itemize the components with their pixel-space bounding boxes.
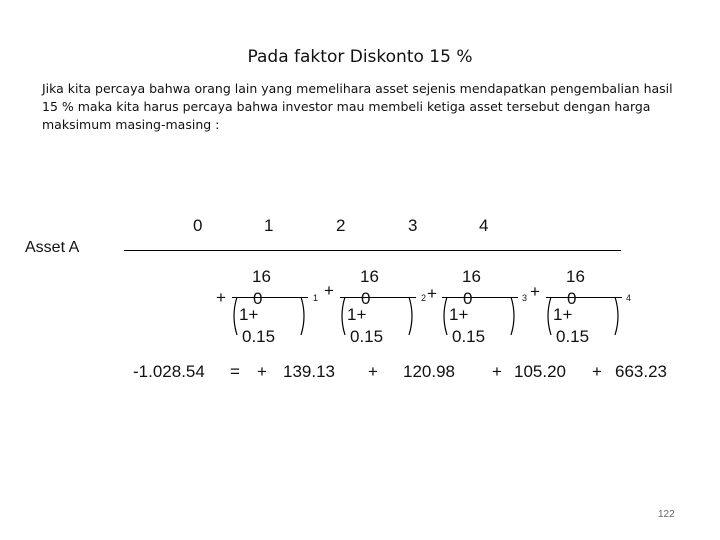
fraction-bar <box>340 297 416 298</box>
plus-sign: + <box>427 284 437 303</box>
right-paren-icon <box>300 296 308 336</box>
discounted-value-1: 139.13 <box>283 362 335 381</box>
left-paren-icon <box>544 296 552 336</box>
slide-paragraph: Jika kita percaya bahwa orang lain yang memelihara asset sejenis mendapatkan pengembalian hasil 15 % maka kita harus percaya bahwa investor mau membeli ketiga asset tersebut dengan harga maksimum masing-masing : <box>42 81 673 132</box>
plus-sign: + <box>368 362 378 381</box>
discounted-value-2: 120.98 <box>403 362 455 381</box>
numerator-bottom: 0 <box>567 289 577 308</box>
period-4: 4 <box>479 216 489 235</box>
period-3: 3 <box>408 216 418 235</box>
page-number: 122 <box>658 509 675 520</box>
slide-title: Pada faktor Diskonto 15 % <box>247 47 473 67</box>
numerator-top: 16 <box>462 267 481 286</box>
denominator-top: 1+ <box>239 305 259 324</box>
plus-sign: + <box>257 362 267 381</box>
plus-sign: + <box>592 362 602 381</box>
right-paren-icon <box>614 296 622 336</box>
denominator-bottom: 0.15 <box>452 327 486 346</box>
present-value: -1.028.54 <box>133 362 205 381</box>
plus-sign: + <box>530 282 540 301</box>
plus-sign: + <box>216 288 226 307</box>
left-paren-icon <box>440 296 448 336</box>
fraction-bar <box>442 297 518 298</box>
asset-label: Asset A <box>25 239 80 256</box>
discounted-value-3: 105.20 <box>514 362 566 381</box>
denominator-top: 1+ <box>553 305 573 324</box>
plus-sign: + <box>324 281 334 300</box>
numerator-bottom: 0 <box>361 289 371 308</box>
numerator-bottom: 0 <box>253 289 263 308</box>
timeline-line <box>124 250 621 251</box>
denominator-top: 1+ <box>449 305 469 324</box>
numerator-top: 16 <box>566 267 585 286</box>
period-2: 2 <box>336 216 346 235</box>
right-paren-icon <box>510 296 518 336</box>
plus-sign: + <box>492 362 502 381</box>
right-paren-icon <box>408 296 416 336</box>
exponent: 2 <box>421 293 427 303</box>
left-paren-icon <box>230 296 238 336</box>
denominator-bottom: 0.15 <box>556 327 590 346</box>
fraction-bar <box>546 297 622 298</box>
period-0: 0 <box>193 216 203 235</box>
equals-sign: = <box>230 362 240 381</box>
numerator-top: 16 <box>252 267 271 286</box>
denominator-bottom: 0.15 <box>242 327 276 346</box>
numerator-top: 16 <box>360 267 379 286</box>
exponent: 4 <box>626 293 632 303</box>
period-1: 1 <box>264 216 274 235</box>
numerator-bottom: 0 <box>463 289 473 308</box>
denominator-top: 1+ <box>347 305 367 324</box>
discounted-value-4: 663.23 <box>615 362 667 381</box>
fraction-bar <box>232 297 308 298</box>
left-paren-icon <box>338 296 346 336</box>
denominator-bottom: 0.15 <box>350 327 384 346</box>
exponent: 1 <box>313 293 319 303</box>
exponent: 3 <box>522 293 528 303</box>
